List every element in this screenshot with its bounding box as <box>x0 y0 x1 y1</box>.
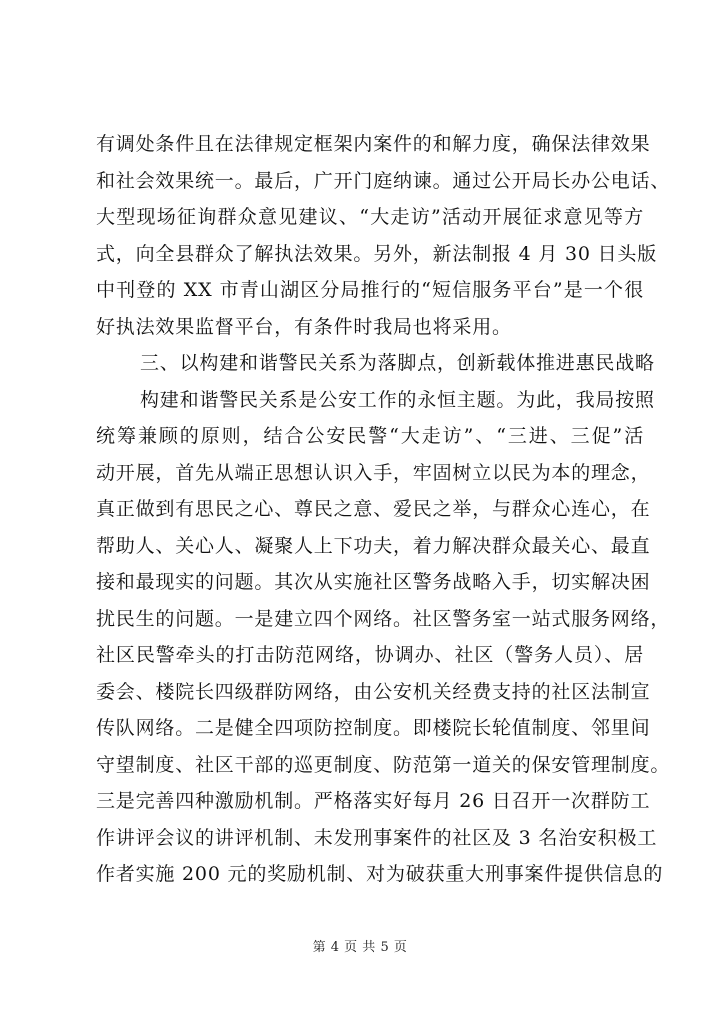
text-line: 接和最现实的问题。其次从实施社区警务战略入手，切实解决困 <box>96 571 651 593</box>
text-line: 委会、楼院长四级群防网络，由公安机关经费支持的社区法制宣 <box>96 680 651 703</box>
text-line: 三是完善四种激励机制。严格落实好每月 26 日召开一次群防工 <box>96 790 651 812</box>
text-line: 中刊登的 XX 市青山湖区分局推行的“短信服务平台”是一个很 <box>96 279 644 301</box>
text-line: 好执法效果监督平台，有条件时我局也将采用。 <box>96 315 512 338</box>
text-line: 构建和谐警民关系是公安工作的永恒主题。为此，我局按照 <box>140 388 655 411</box>
text-line: 社区民警牵头的打击防范网络，协调办、社区（警务人员）、居 <box>96 644 644 666</box>
text-line: 作者实施 200 元的奖励机制、对为破获重大刑事案件提供信息的 <box>96 863 664 885</box>
text-line: 扰民生的问题。一是建立四个网络。社区警务室一站式服务网络， <box>96 607 671 630</box>
text-line: 作讲评会议的讲评机制、未发刑事案件的社区及 3 名治安积极工 <box>96 826 658 849</box>
text-line: 帮助人、关心人、凝聚人上下功夫，着力解决群众最关心、最直 <box>96 534 651 557</box>
text-line: 式，向全县群众了解执法效果。另外，新法制报 4 月 30 日头版 <box>96 242 658 265</box>
section-heading: 三、以构建和谐警民关系为落脚点，创新载体推进惠民战略 <box>140 352 655 374</box>
text-line: 真正做到有思民之心、尊民之意、爱民之举，与群众心连心，在 <box>96 498 651 520</box>
body-text <box>96 126 671 893</box>
text-line: 大型现场征询群众意见建议、“大走访”活动开展征求意见等方 <box>96 206 644 228</box>
page-number: 第 4 页 共 5 页 <box>312 940 408 955</box>
text-line: 有调处条件且在法律规定框架内案件的和解力度，确保法律效果 <box>96 133 651 155</box>
text-line: 传队网络。二是健全四项防控制度。即楼院长轮值制度、邻里间 <box>96 717 651 739</box>
text-line: 统筹兼顾的原则，结合公安民警“大走访”、“三进、三促”活 <box>96 425 644 447</box>
text-line: 动开展，首先从端正思想认识入手，牢固树立以民为本的理念， <box>96 461 651 484</box>
text-line: 守望制度、社区干部的巡更制度、防范第一道关的保安管理制度。 <box>96 753 671 776</box>
text-line: 和社会效果统一。最后，广开门庭纳谏。通过公开局长办公电话、 <box>96 169 671 192</box>
